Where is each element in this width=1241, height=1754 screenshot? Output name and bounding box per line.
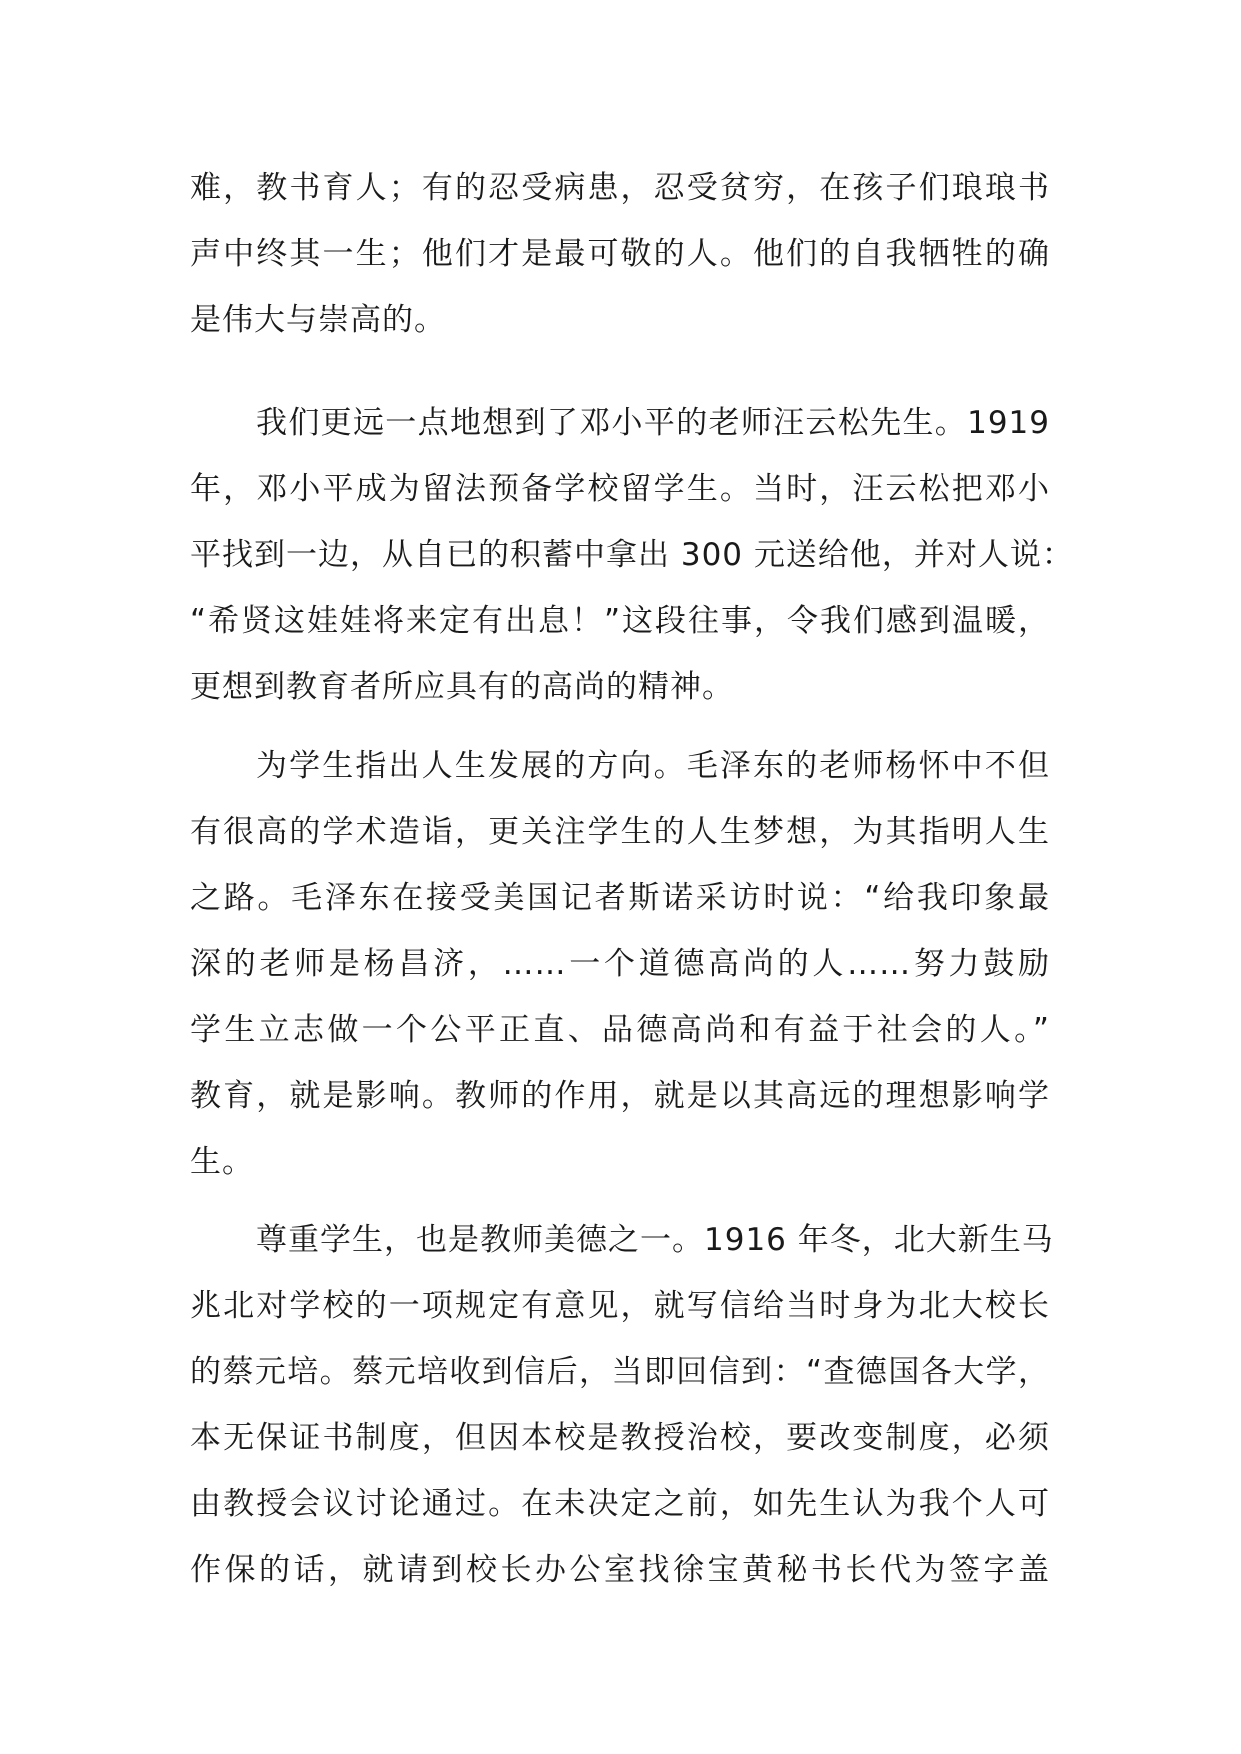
text-line: 作保的话，就请到校长办公室找徐宝黄秘书长代为签字盖 [190, 1552, 1050, 1588]
text-line: 本无保证书制度，但因本校是教授治校，要改变制度，必须 [190, 1420, 1050, 1456]
text-line: 由教授会议讨论通过。在未决定之前，如先生认为我个人可 [190, 1486, 1050, 1522]
text-line: 为学生指出人生发展的方向。毛泽东的老师杨怀中不但 [256, 748, 1050, 784]
text-line: 学生立志做一个公平正直、品德高尚和有益于社会的人。” [190, 1012, 1050, 1048]
text-line: 更想到教育者所应具有的高尚的精神。 [190, 669, 734, 705]
text-line: 我们更远一点地想到了邓小平的老师汪云松先生。1919 [256, 405, 1050, 441]
text-line: 难，教书育人；有的忍受病患，忍受贫穷，在孩子们琅琅书 [190, 170, 1050, 206]
paragraph-mao-zedong-teacher [190, 733, 1050, 1195]
text-line: 深的老师是杨昌济，……一个道德高尚的人……努力鼓励 [190, 946, 1050, 982]
text-line: “希贤这娃娃将来定有出息！”这段往事，令我们感到温暖， [190, 603, 1050, 639]
text-line: 的蔡元培。蔡元培收到信后，当即回信到：“查德国各大学， [190, 1354, 1050, 1390]
text-line: 之路。毛泽东在接受美国记者斯诺采访时说：“给我印象最 [190, 880, 1050, 916]
paragraph-teachers-sacrifice [190, 155, 1050, 353]
paragraph-deng-xiaoping-teacher [190, 390, 1074, 720]
text-line: 教育，就是影响。教师的作用，就是以其高远的理想影响学 [190, 1078, 1050, 1114]
paragraph-cai-yuanpei-respect [190, 1207, 1054, 1603]
text-line: 是伟大与崇高的。 [190, 302, 446, 338]
text-line: 尊重学生，也是教师美德之一。1916 年冬，北大新生马 [256, 1222, 1054, 1258]
text-line: 有很高的学术造诣，更关注学生的人生梦想，为其指明人生 [190, 814, 1050, 850]
text-line: 兆北对学校的一项规定有意见，就写信给当时身为北大校长 [190, 1288, 1050, 1324]
text-line: 生。 [190, 1144, 254, 1180]
text-line: 声中终其一生；他们才是最可敬的人。他们的自我牺牲的确 [190, 236, 1050, 272]
text-line: 平找到一边，从自已的积蓄中拿出 300 元送给他，并对人说： [190, 537, 1074, 573]
text-line: 年，邓小平成为留法预备学校留学生。当时，汪云松把邓小 [190, 471, 1050, 507]
